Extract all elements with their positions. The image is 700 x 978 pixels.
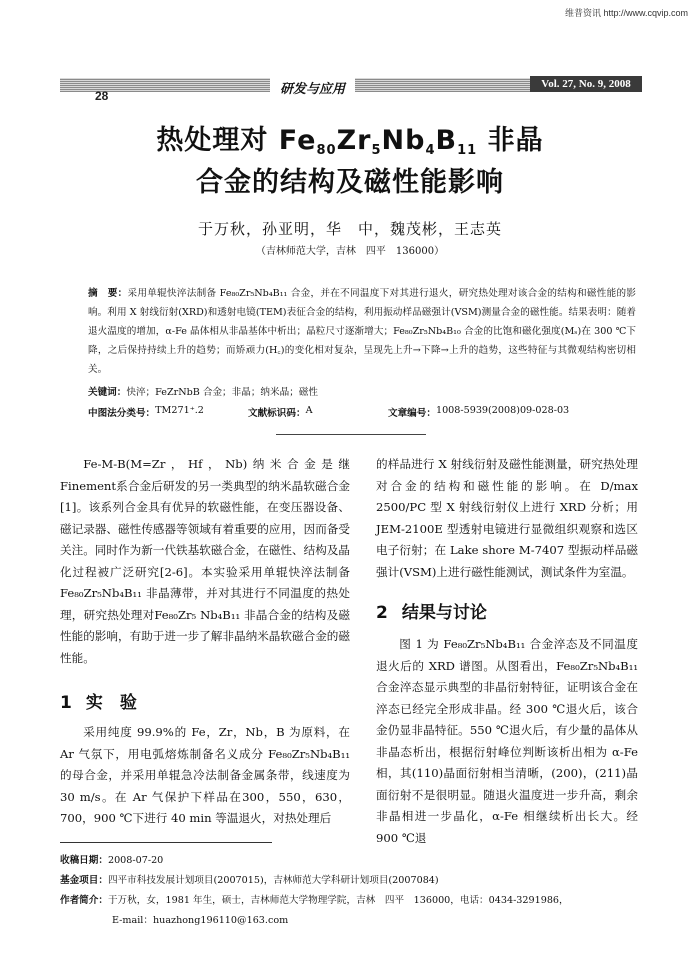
header-section-name: 研发与应用 <box>270 78 355 97</box>
footnote-email: E-mail：huazhong196110@163.com <box>112 915 289 926</box>
abstract-text: 采用单辊快淬法制备 Fe₈₀Zr₅Nb₄B₁₁ 合金，并在不同温度下对其进行退火，研究热处理对该合金的结构和磁性能的影响。利用 X 射线衍射(XRD)和透射电镜(TEM)表征合金的结构，利用振动样品磁强计(VSM)测量合金的磁性能。结果表明：随着退火温度的增加，α-Fe 晶体相从非晶基体中析出；晶粒尺寸逐渐增大；Fe₈₀Zr₅Nb₄B₁₀ 合金的比饱和磁化强度(Mₛ)在 300 ℃下降，之后保持持续上升的趋势；而矫顽力(H꜀)的变化相对复杂，呈现先上升→下降→上升的趋势，这些特征与其微观结构密切相关。 <box>88 288 637 375</box>
abstract-label: 摘 要： <box>88 288 128 299</box>
affiliation: （吉林师范大学，吉林 四平 136000） <box>255 246 445 257</box>
paper-title-line2: 合金的结构及磁性能影响 <box>196 167 504 198</box>
doc-code: 文献标识码： A <box>248 405 313 419</box>
article-number: 文章编号： 1008-5939(2008)09-028-03 <box>388 405 570 419</box>
authors: 于万秋，孙亚明，华 中，魏茂彬，王志英 <box>197 220 502 238</box>
clc-code: 中图法分类号： TM271⁺.2 <box>88 405 204 419</box>
abstract <box>88 284 636 379</box>
right-column-cont: 的样品进行 X 射线衍射及磁性能测量，研究热处理对合金的结构和磁性能的影响。在 D/max 2500/PC 型 X 射线衍射仪上进行 XRD 分析；用 JEM-2100E 型透射电镜进行显微组织观察和选区电子衍射；在 Lake shore M-7407 型振动样品磁强计(VSM)上进行磁性能测试，测试条件为室温。 <box>376 457 638 579</box>
footnote-fund: 基金项目：四平市科技发展计划项目(2007015)，吉林师范大学科研计划项目(2007084) <box>60 875 439 886</box>
page-number: 28 <box>95 89 109 103</box>
keywords: 关键词：快淬；FeZrNbB 合金；非晶；纳米晶；磁性 <box>88 387 318 398</box>
left-column-section1: 采用纯度 99.9%的 Fe，Zr，Nb，B 为原料，在 Ar 气氛下，用电弧熔炼制备名义成分 Fe₈₀Zr₅Nb₄B₁₁ 的母合金，并采用单辊急冷法制备金属条带，线速度为 30 m/s。在 Ar 气保护下样品在300，550，630，700，900 ℃下进行 40 min 等温退火，对热处理后 <box>60 725 350 825</box>
section-1-heading: 1 实 验 <box>60 693 137 713</box>
paper-title-line1: 热处理对 $Fe_{80}Zr_5Nb_4B_{11}$ 非晶 <box>156 125 544 158</box>
footnote-rule <box>60 842 272 843</box>
left-column-intro: Fe-M-B(M=Zr，Hf，Nb)纳米合金是继Finement系合金后研发的另一类典型的纳米晶软磁合金[1]。该系列合金具有优异的软磁性能，在变压器设备、磁记录器、磁性传感器等领域有着重要的应用，因而备受关注。同时作为新一代铁基软磁合金，在磁性、结构及晶化过程被广泛研究[2-6]。本实验采用单辊快淬法制备 Fe₈₀Zr₅Nb₄B₁₁ 非晶薄带，并对其进行不同温度的热处理，研究热处理对Fe₈₀Zr₅ Nb₄B₁₁ 非晶合金的结构及磁性能的影响，有助于进一步了解非晶纳米晶软磁合金的磁性能。 <box>60 457 350 665</box>
section-divider <box>276 434 426 435</box>
right-column-section2: 图 1 为 Fe₈₀Zr₅Nb₄B₁₁ 合金淬态及不同温度退火后的 XRD 谱图。从图看出，Fe₈₀Zr₅Nb₄B₁₁ 合金淬态显示典型的非晶衍射特征，证明该合金在淬态已经完全形成非晶。经 300 ℃退火后，该合金仍显非晶特征。550 ℃退火后，有少量的晶体从非晶态析出，根据衍射峰位判断该析出相为 α-Fe 相，其(110)晶面衍射相当清晰，(200)，(211)晶面衍射不是很明显。随退火温度进一步升高，剩余非晶相进一步晶化，α-Fe 相继续析出长大。经 900 ℃退 <box>376 637 638 845</box>
footnote-received: 收稿日期：2008-07-20 <box>60 855 164 866</box>
section-2-heading: 2 结果与讨论 <box>376 603 487 623</box>
site-watermark-note: 维普资讯 http://www.cqvip.com <box>564 8 688 18</box>
header-volume: Vol. 27, No. 9, 2008 <box>530 76 642 92</box>
footnote-author: 作者简介：于万秋，女，1981 年生，硕士，吉林师范大学物理学院，吉林 四平 136000，电话：0434-3291986， <box>60 895 569 906</box>
